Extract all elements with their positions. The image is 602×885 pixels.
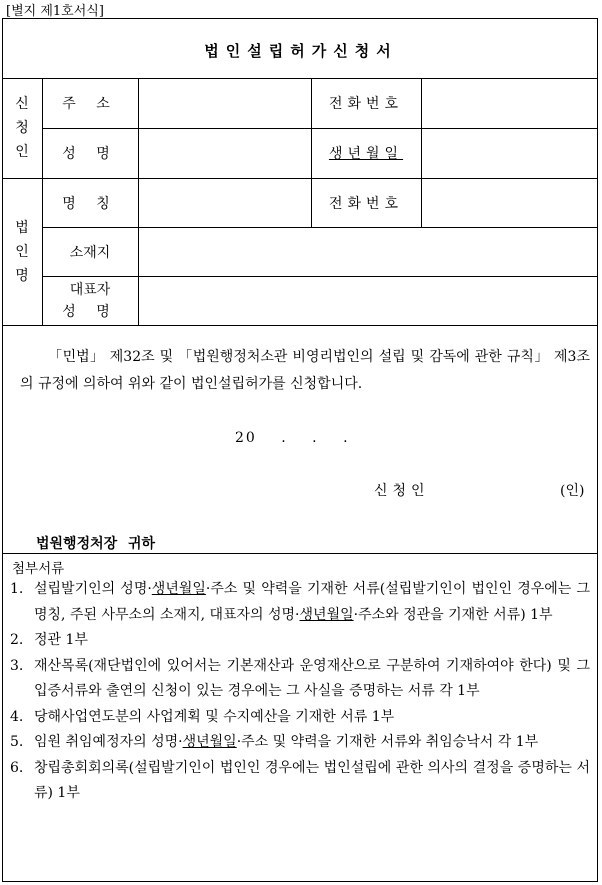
corporation-representative-label xyxy=(42,276,138,325)
attachment-underlined-text: 생년월일 xyxy=(182,734,237,750)
attachment-text: 정관 1부 xyxy=(34,632,88,648)
table-line xyxy=(2,325,598,326)
applicant-phone-field[interactable] xyxy=(421,78,598,128)
corporation-location-label: 소재지 xyxy=(69,244,111,261)
corporation-phone-label: 전화번호 xyxy=(328,195,404,212)
applicant-section-label xyxy=(2,78,42,178)
attachment-underlined-text: 생년월일 xyxy=(299,606,354,623)
attachment-number: 2. xyxy=(10,632,24,648)
applicant-address-field[interactable] xyxy=(138,78,311,128)
rep-label-line: 대표자 xyxy=(69,281,111,298)
section-char: 인 xyxy=(15,243,29,260)
attachment-text: ·주소와 정관을 기재한 서류) 1부 xyxy=(353,606,553,623)
applicant-birth-label: 생년월일 xyxy=(328,146,404,162)
attachment-item xyxy=(10,654,590,705)
attachment-item xyxy=(10,730,590,756)
applicant-address-label: 주 소 xyxy=(62,96,118,112)
addressee: 법원행정처장 귀하 xyxy=(36,536,156,552)
section-char: 법 xyxy=(15,219,29,236)
attachment-text: 재산목록(재단법인에 있어서는 기본재산과 운영재산으로 구분하여 기재하여야 한다) 및 그 입증서류와 출연의 신청이 있는 경우에는 그 사실을 증명하는 서류 각 1부 xyxy=(34,657,590,699)
corporation-section-label xyxy=(2,178,42,325)
attachment-text: 설립발기인의 성명· xyxy=(34,581,152,597)
section-char: 명 xyxy=(15,267,29,284)
corporation-location-field[interactable] xyxy=(138,227,598,276)
applicant-name-label: 성 명 xyxy=(62,146,118,162)
form-title: 법인설립허가신청서 xyxy=(204,42,398,60)
attachment-number: 1. xyxy=(10,581,24,597)
section-char: 청 xyxy=(15,120,29,136)
attachment-number: 6. xyxy=(10,759,24,776)
attachment-number: 4. xyxy=(10,708,24,725)
corporation-phone-field[interactable] xyxy=(421,178,598,227)
attachment-text: ·주소 및 약력을 기재한 서류와 취임승낙서 각 1부 xyxy=(236,734,539,750)
attachment-text: ·주소 및 약력을 기재한 서류(설립발기인이 법인인 경우에는 그 명칭, 주된 사무소의 소재지, 대표자의 성명· xyxy=(34,581,590,623)
attachment-number: 5. xyxy=(10,734,24,750)
attachment-item xyxy=(10,577,590,628)
attachment-text: 임원 취임예정자의 성명· xyxy=(34,734,183,750)
signature-applicant-label: 신청인 xyxy=(374,483,430,499)
attachment-text: 창립총회회의록(설립발기인이 법인인 경우에는 법인설립에 관한 의사의 결정을 증명하는 서류) 1부 xyxy=(34,759,590,801)
corporation-name-field[interactable] xyxy=(138,178,311,227)
attachment-item xyxy=(10,628,590,654)
attachments-list xyxy=(10,577,590,807)
attachment-underlined-text: 생년월일 xyxy=(151,581,206,597)
table-line xyxy=(2,553,598,554)
attachment-number: 3. xyxy=(10,657,24,674)
rep-label-line: 성 명 xyxy=(62,303,118,320)
seal-mark: (인) xyxy=(560,483,585,499)
attachment-item xyxy=(10,705,590,731)
attachment-item xyxy=(10,756,590,807)
section-char: 인 xyxy=(15,144,29,160)
corporation-representative-field[interactable] xyxy=(138,276,598,325)
attachments-title: 첨부서류 xyxy=(12,561,65,577)
applicant-phone-label: 전화번호 xyxy=(328,96,404,112)
form-number-label: [별지 제1호서식] xyxy=(6,4,104,19)
date-line: 20 . . . xyxy=(235,430,350,446)
corporation-name-label: 명 칭 xyxy=(62,195,118,212)
applicant-birth-field[interactable] xyxy=(421,128,598,178)
attachment-text: 당해사업연도분의 사업계획 및 수지예산을 기재한 서류 1부 xyxy=(34,708,395,725)
applicant-name-field[interactable] xyxy=(138,128,311,178)
section-char: 신 xyxy=(15,96,29,112)
application-statement: 「민법」 제32조 및 「법원행정처소관 비영리법인의 설립 및 감독에 관한 규칙」 제3조의 규정에 의하여 위와 같이 법인설립허가를 신청합니다. xyxy=(20,349,590,392)
